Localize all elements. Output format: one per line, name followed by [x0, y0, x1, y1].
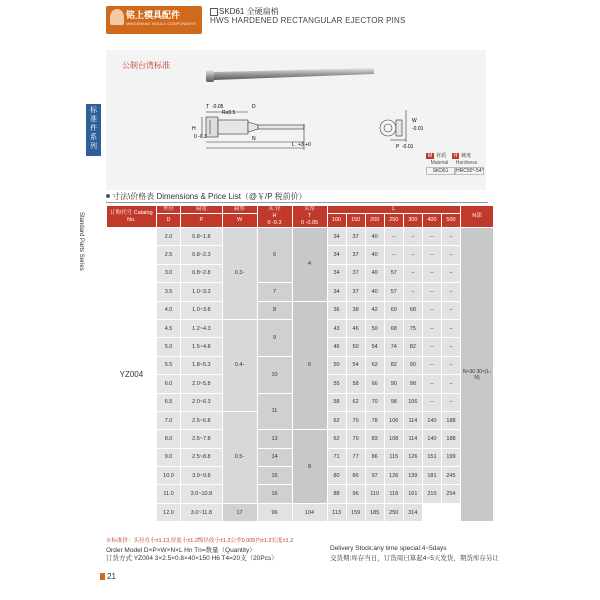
cell-price: 62 [365, 356, 384, 374]
material-box [426, 152, 486, 175]
dim-T-tol: -0.05 [212, 104, 224, 110]
cell-P: 2.5~7.8 [181, 430, 222, 448]
col-catalog: 订购代号 Catalog No. [107, 206, 157, 228]
cell-price: 88 [327, 485, 346, 503]
cell-price: 58 [346, 375, 365, 393]
cell-N: N>30 30<(L-N) [461, 228, 494, 522]
cell-price: 50 [327, 356, 346, 374]
cell-price: 80 [327, 467, 346, 485]
cell-price: 82 [403, 338, 422, 356]
cell-D: 6.0 [156, 375, 180, 393]
cell-price: 68 [384, 319, 403, 337]
order-example: 订货方式 YZ004 3×2.5×0.8×40×150 H6 T4=20支（20Pcs） [106, 555, 278, 562]
cell-price: 86 [346, 467, 365, 485]
title-bullet-icon [210, 8, 218, 16]
cell-W: 0.3- [222, 228, 257, 320]
cell-price: 96 [257, 503, 292, 521]
cell-price: 50 [346, 338, 365, 356]
cell-D: 12.0 [156, 503, 180, 521]
dim-P: P [396, 144, 400, 150]
cell-P: 0.8~2.8 [181, 264, 222, 282]
col-N: N部 [461, 206, 494, 228]
cell-P: 2.0~5.8 [181, 375, 222, 393]
col-L-250: 250 [384, 214, 403, 228]
dim-L: L [292, 142, 295, 148]
col-L-400: 400 [422, 214, 441, 228]
hardness-chip-icon: H [453, 153, 458, 159]
dim-H-tol: 0 -0.3 [194, 134, 207, 140]
cell-price: 139 [403, 467, 422, 485]
cell-price: 36 [327, 301, 346, 319]
col-L-150: 150 [346, 214, 365, 228]
cell-price: – [422, 375, 441, 393]
cell-price: 40 [365, 264, 384, 282]
cell-price: 97 [365, 467, 384, 485]
spec-price-table [106, 205, 494, 522]
cell-price: 40 [365, 228, 384, 246]
cell-price: 115 [384, 448, 403, 466]
side-series-en: Standard Parts Series [78, 212, 84, 271]
section-divider [106, 202, 488, 203]
cell-price: 54 [346, 356, 365, 374]
cell-D: 4.0 [156, 301, 180, 319]
cell-D: 7.0 [156, 411, 180, 429]
brand-logo-icon [110, 9, 124, 25]
cell-price: 58 [327, 393, 346, 411]
hardness-label-cn: 硬度 [461, 153, 472, 159]
table-row [107, 301, 494, 319]
side-tab [86, 104, 101, 156]
cell-price: 75 [403, 319, 422, 337]
pin-side-view [202, 112, 304, 150]
cell-price: 55 [327, 375, 346, 393]
cell-price: 245 [441, 467, 460, 485]
cell-price: – [422, 246, 441, 264]
cell-price: – [441, 283, 460, 301]
cell-price: 210 [422, 485, 441, 503]
cell-H: 6 [257, 228, 292, 283]
table-row [107, 430, 494, 448]
col-L: L [327, 206, 461, 214]
dim-T: T [206, 104, 210, 110]
dim-D: D [252, 104, 256, 110]
catalog-number: YZ004 [107, 228, 157, 522]
cell-price: 46 [346, 319, 365, 337]
cell-H: 13 [257, 430, 292, 448]
cell-price: 60 [384, 301, 403, 319]
cell-price: 110 [365, 485, 384, 503]
cell-H: 17 [222, 503, 257, 521]
cell-price: 38 [346, 301, 365, 319]
cell-price: 77 [346, 448, 365, 466]
cell-price: – [441, 338, 460, 356]
order-format: Order Model D×P×W×N×L Hn Tn=数量（Quantity） [106, 547, 256, 554]
cell-P: 0.8~2.3 [181, 246, 222, 264]
cell-price: – [422, 356, 441, 374]
cell-T: 4 [292, 228, 327, 302]
cell-P: 2.5~6.8 [181, 411, 222, 429]
dim-P-tol: -0.01 [402, 144, 414, 150]
hardness-label-en: Hardness [455, 160, 478, 166]
cell-H: 8 [257, 301, 292, 319]
cell-price: – [441, 301, 460, 319]
cell-price: 43 [327, 319, 346, 337]
cell-D: 3.5 [156, 283, 180, 301]
cell-price: – [441, 319, 460, 337]
cell-P: 2.0~6.3 [181, 393, 222, 411]
cell-price: 86 [365, 448, 384, 466]
cell-T: 6 [292, 301, 327, 430]
cell-H: 7 [257, 283, 292, 301]
cell-price: 106 [403, 393, 422, 411]
cell-price: 108 [384, 430, 403, 448]
cell-price: – [441, 246, 460, 264]
cell-P: 3.0~10.8 [181, 485, 222, 503]
cell-price: 34 [327, 246, 346, 264]
cell-H: 9 [257, 319, 292, 356]
table-row [107, 228, 494, 246]
material-chip-icon: M [428, 153, 433, 159]
cell-P: 3.0~11.8 [181, 503, 222, 521]
cell-price: – [422, 283, 441, 301]
col-W: W [222, 214, 257, 228]
cell-price: 71 [327, 448, 346, 466]
col-L-100: 100 [327, 214, 346, 228]
cell-price: 34 [327, 228, 346, 246]
cell-price: 46 [327, 338, 346, 356]
section-title: 寸法\价格表 Dimensions & Price List（@￥/P 税前价） [112, 192, 307, 201]
cell-price: 140 [422, 430, 441, 448]
cell-W: 0.5- [222, 411, 257, 503]
cell-price: 250 [384, 503, 403, 521]
cell-P: 1.0~3.3 [181, 283, 222, 301]
delivery-en: Delivery Stock:any time special:4~5days [330, 545, 447, 552]
material-header [426, 152, 486, 159]
cell-D: 4.5 [156, 319, 180, 337]
cell-price: – [441, 264, 460, 282]
page-marker-icon [100, 573, 105, 580]
cell-D: 5.5 [156, 356, 180, 374]
col-W-cn: 扁厚 [222, 206, 257, 214]
cell-price: 68 [403, 301, 422, 319]
cell-price: 40 [365, 283, 384, 301]
cell-D: 11.0 [156, 485, 180, 503]
cell-price: – [441, 356, 460, 374]
dim-W: W [412, 118, 417, 124]
cell-price: – [422, 228, 441, 246]
cell-P: 2.5~8.8 [181, 448, 222, 466]
cell-price: 83 [365, 430, 384, 448]
cell-price: 82 [384, 356, 403, 374]
cell-D: 8.0 [156, 430, 180, 448]
cell-price: – [441, 393, 460, 411]
material-label-en: Material [430, 160, 449, 166]
dim-R: R≤0.5 [222, 110, 236, 116]
hardness-value: HRC50°-54° [456, 168, 484, 174]
cell-price: 37 [346, 246, 365, 264]
cell-price: 113 [327, 503, 346, 521]
cell-price: 126 [384, 467, 403, 485]
col-T: 头厚 T 0 -0.05 [292, 206, 327, 228]
cell-price: 62 [346, 393, 365, 411]
cell-P: 0.8~1.8 [181, 228, 222, 246]
cell-D: 2.0 [156, 228, 180, 246]
material-label-cn: 材质 [436, 153, 447, 159]
product-title-cn: SKD61 全硬扁梢 [219, 7, 279, 16]
dim-W-tol: -0.01 [412, 126, 424, 132]
cell-price: 37 [346, 264, 365, 282]
cell-price: – [422, 264, 441, 282]
cell-H: 11 [257, 393, 292, 430]
cell-price: 78 [365, 411, 384, 429]
cell-price: 34 [327, 264, 346, 282]
cell-P: 1.5~4.8 [181, 338, 222, 356]
cell-price: – [422, 319, 441, 337]
cell-price: 57 [384, 283, 403, 301]
col-P: P [181, 214, 222, 228]
cell-price: 199 [441, 448, 460, 466]
col-P-cn: 扁宽 [181, 206, 222, 214]
cell-price: 114 [403, 411, 422, 429]
cell-price: 57 [384, 264, 403, 282]
side-tab-label: 标准件系列 [90, 107, 97, 150]
cell-price: 70 [365, 393, 384, 411]
price-note: ※标准价：头径直小±1.13,厚度小±1.2级径改小±1.2公差0.005内±1.2长度±1.2 [106, 538, 294, 544]
cell-price: 37 [346, 228, 365, 246]
table-row [107, 503, 494, 521]
cell-price: 40 [365, 246, 384, 264]
cell-price: 62 [327, 411, 346, 429]
page-number: 21 [107, 572, 116, 581]
product-title-en: HWS HARDENED RECTANGULAR EJECTOR PINS [210, 16, 406, 25]
cell-D: 3.0 [156, 264, 180, 282]
cell-D: 10.0 [156, 467, 180, 485]
cell-price: 70 [346, 430, 365, 448]
pin-photo [206, 68, 374, 82]
cell-price: 161 [403, 485, 422, 503]
cell-price: 188 [441, 411, 460, 429]
cell-price: 70 [346, 411, 365, 429]
cell-price: 188 [441, 430, 460, 448]
cell-H: 16 [257, 485, 292, 503]
cell-price: 159 [346, 503, 365, 521]
pin-end-view [380, 110, 406, 142]
cell-price: 50 [365, 319, 384, 337]
brand-subtitle: MINGSHANG MOULD COMPONENTS [126, 21, 197, 26]
delivery-cn: 交货期:库存当日，订货周日算起4~5天发货，期货库存另让 [330, 555, 499, 562]
cell-price: – [422, 338, 441, 356]
cell-price: – [422, 393, 441, 411]
material-value: SKD61 [426, 167, 455, 175]
cell-price: 126 [403, 448, 422, 466]
cell-price: 106 [384, 411, 403, 429]
cell-price: 54 [365, 338, 384, 356]
cell-price: 90 [403, 356, 422, 374]
cell-price: 254 [441, 485, 460, 503]
dim-H: H [192, 126, 196, 132]
col-L-200: 200 [365, 214, 384, 228]
col-D-cn: 外径 [156, 206, 180, 214]
cell-price: 90 [384, 375, 403, 393]
col-D: D [156, 214, 180, 228]
cell-price: 74 [384, 338, 403, 356]
cell-P: 1.0~3.8 [181, 301, 222, 319]
brand-name: 铭上模具配件 [126, 10, 181, 20]
cell-price: – [403, 283, 422, 301]
cell-D: 5.0 [156, 338, 180, 356]
cell-price: 42 [365, 301, 384, 319]
cell-price: – [403, 246, 422, 264]
cell-price: – [422, 301, 441, 319]
cell-H: 14 [257, 448, 292, 466]
cell-price: – [441, 375, 460, 393]
cell-P: 1.8~5.3 [181, 356, 222, 374]
cell-price: – [441, 228, 460, 246]
cell-price: 185 [365, 503, 384, 521]
cell-price: 98 [384, 393, 403, 411]
cell-D: 6.5 [156, 393, 180, 411]
cell-D: 2.5 [156, 246, 180, 264]
cell-T: 8 [292, 430, 327, 504]
cell-price: 104 [292, 503, 327, 521]
cell-price: – [403, 264, 422, 282]
cell-price: 98 [403, 375, 422, 393]
cell-price: 140 [422, 411, 441, 429]
cell-P: 1.2~4.3 [181, 319, 222, 337]
col-L-300: 300 [403, 214, 422, 228]
dim-N: N [252, 136, 256, 142]
col-H: 头 径 H 0 -0.3 [257, 206, 292, 228]
cell-price: 151 [422, 448, 441, 466]
dim-L-tol: +3 +0 [298, 142, 311, 148]
col-L-500: 500 [441, 214, 460, 228]
cell-price: 96 [346, 485, 365, 503]
cell-price: 34 [327, 283, 346, 301]
cell-price: – [403, 228, 422, 246]
cell-price: 37 [346, 283, 365, 301]
cell-W: 0.4- [222, 319, 257, 411]
cell-price: – [384, 246, 403, 264]
section-bullet-icon [106, 194, 110, 198]
cell-D: 9.0 [156, 448, 180, 466]
cell-price: 114 [403, 430, 422, 448]
cell-H: 15 [257, 467, 292, 485]
cell-price: 314 [403, 503, 422, 521]
cell-H: 10 [257, 356, 292, 393]
cell-price: 62 [327, 430, 346, 448]
cell-price: – [384, 228, 403, 246]
cell-P: 3.0~9.8 [181, 467, 222, 485]
cell-price: 118 [384, 485, 403, 503]
cell-price: 66 [365, 375, 384, 393]
cell-price: 181 [422, 467, 441, 485]
panel-title: 公制台湾标准 [122, 61, 170, 70]
